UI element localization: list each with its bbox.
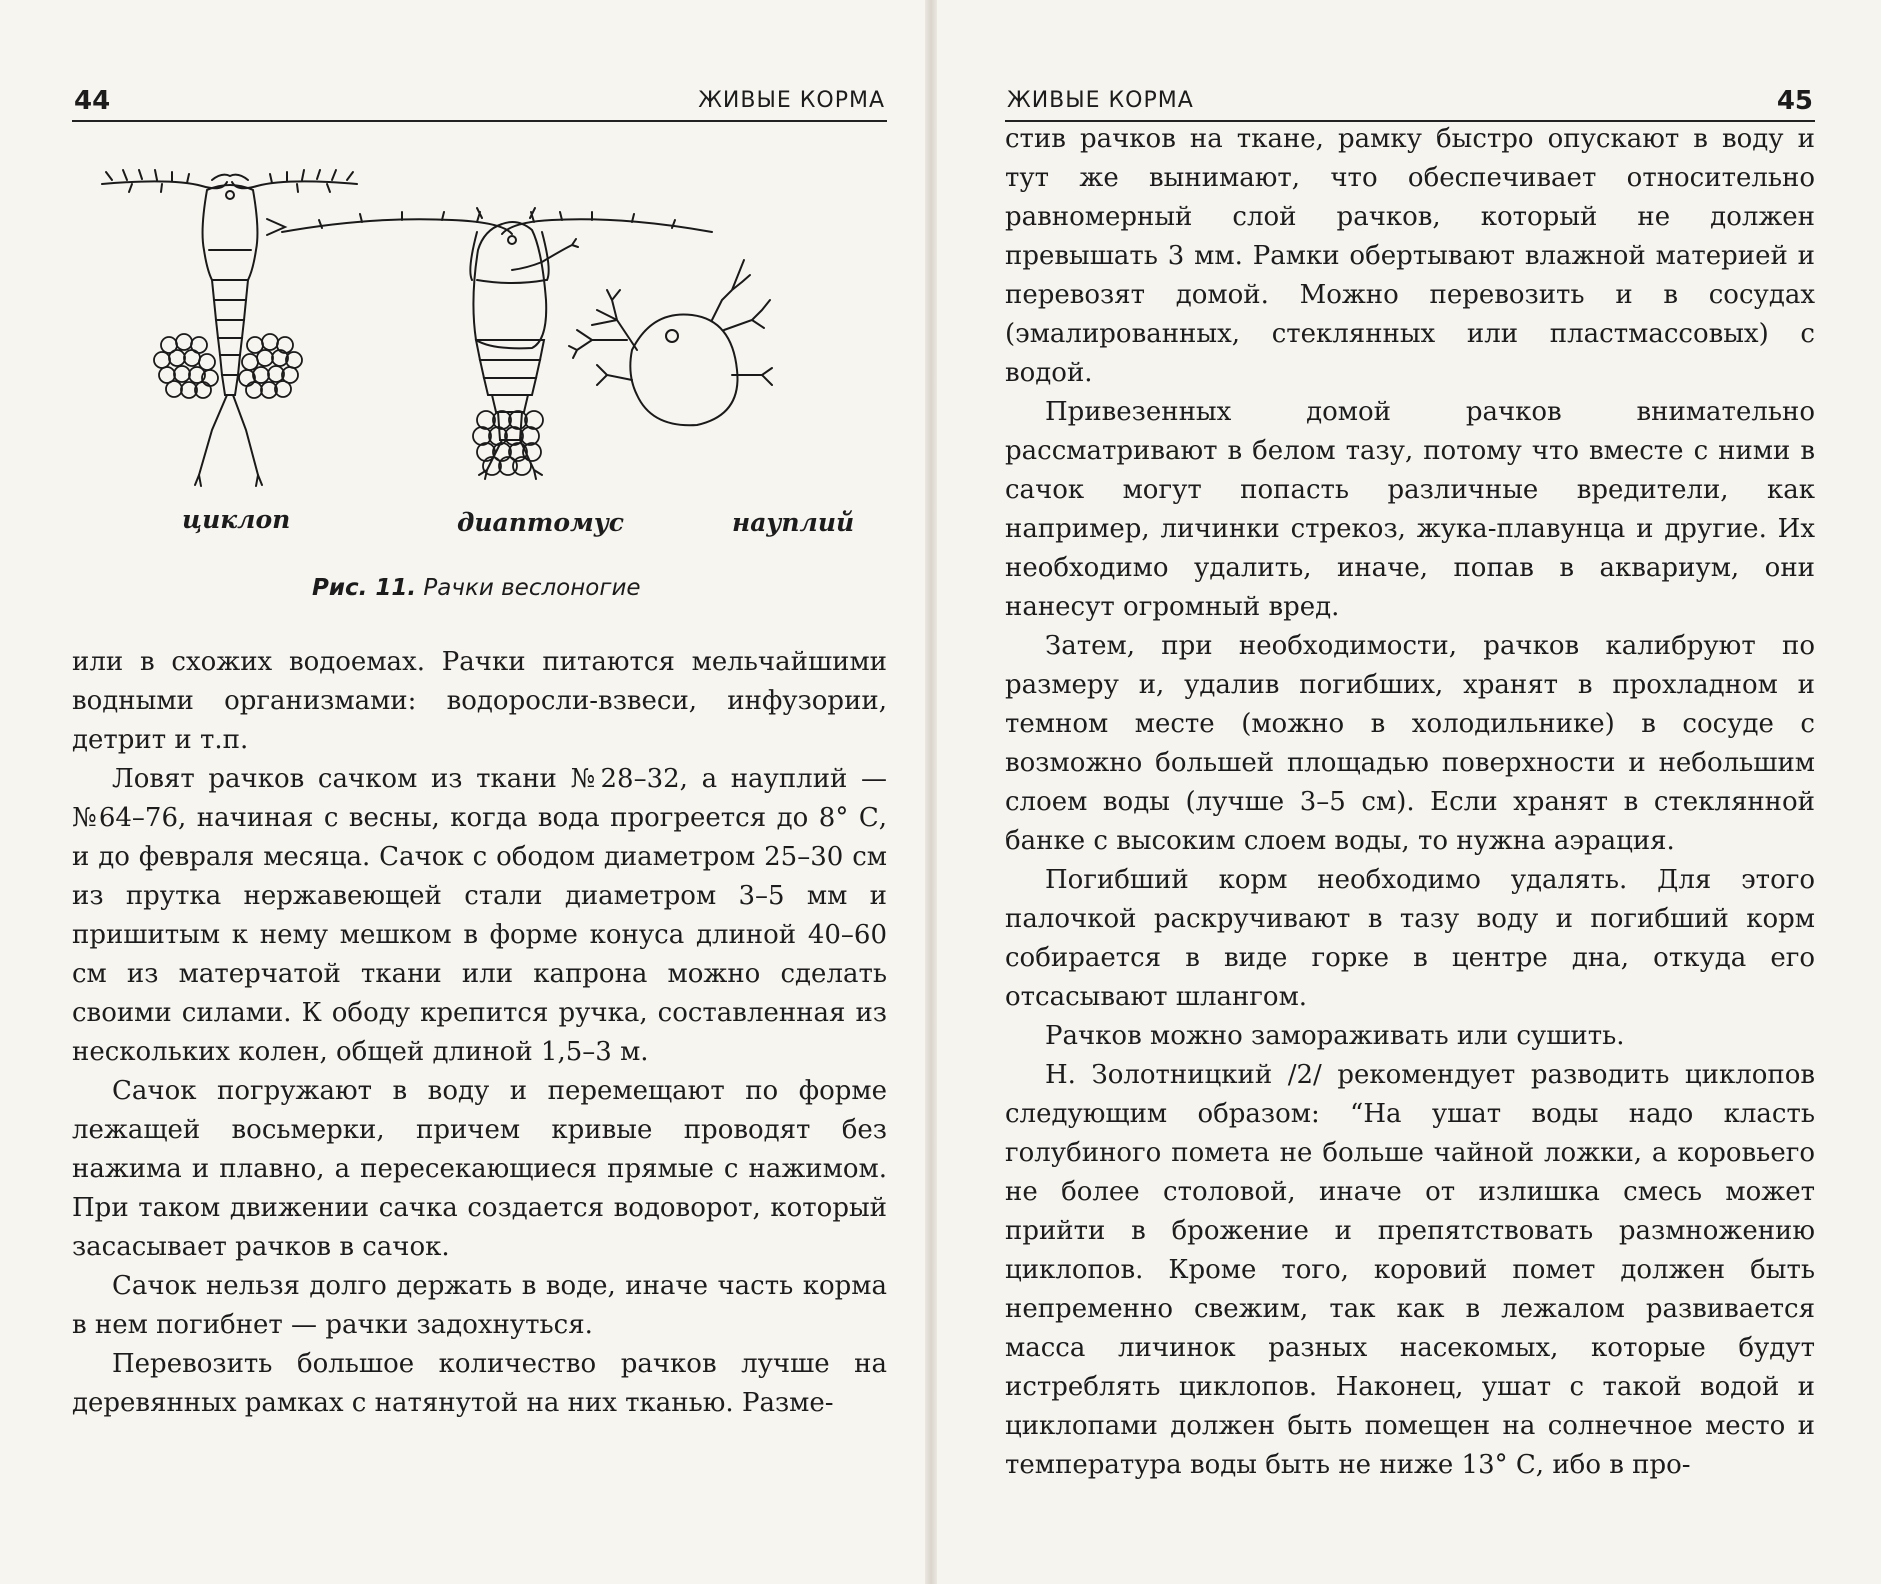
cyclops-drawing (102, 170, 357, 486)
right-page-number: 45 (1776, 86, 1813, 116)
right-paragraph-4: Погибший корм необходимо удалять. Для этого палочкой раскручивают в тазу воду и погибший корм собирается в виде горке в центре дна, откуда его отсасывают шлангом. (1005, 865, 1815, 1012)
label-cyclops: циклоп (182, 505, 291, 534)
right-paragraph-2: Привезенных домой рачков внимательно рассматривают в белом тазу, потому что вместе с ними в сачок могут попасть различные вредители, как например, личинки стрекоз, жука-плавунца и другие. Их необходимо удалить, иначе, попав в аквариум, они нанесут огромный вред. (1005, 397, 1815, 622)
book-spine (925, 0, 937, 1584)
right-running-title: ЖИВЫЕ КОРМА (1007, 88, 1194, 113)
label-nauplius: науплий (732, 508, 855, 537)
left-page-number: 44 (74, 86, 111, 116)
left-paragraph-2: Ловят рачков сачком из ткани №28–32, а науплий — №64–76, начиная с весны, когда вода прогреется до 8° С, и до февраля месяца. Сачок с ободом диаметром 25–30 см из прутка нержавеющей стали диаметром 3–5 мм и пришитым к нему мешком в форме конуса длиной 40–60 см из матерчатой ткани или капрона можно сделать своими силами. К ободу крепится ручка, составленная из нескольких колен, общей длиной 1,5–3 м. (72, 764, 887, 1067)
left-page-header (72, 82, 887, 122)
right-paragraph-5: Рачков можно замораживать или сушить. (1045, 1021, 1625, 1051)
left-paragraph-3: Сачок погружают в воду и перемещают по форме лежащей восьмерки, причем кривые проводят без нажима и плавно, а пересекающиеся прямые с нажимом. При таком движении сачка создается водоворот, который засасывает рачков в сачок. (72, 1076, 887, 1262)
right-paragraph-3: Затем, при необходимости, рачков калибруют по размеру и, удалив погибших, хранят в прохладном и темном месте (можно в холодильнике) в сосуде с возможно большей площадью поверхности и небольшим слоем воды (лучше 3–5 см). Если хранят в стеклянной банке с высоким слоем воды, то нужна аэрация. (1005, 631, 1815, 856)
figure-copepods (72, 150, 887, 620)
left-paragraph-1: или в схожих водоемах. Рачки питаются мельчайшими водными организмами: водоросли-взвеси, инфузории, детрит и т.п. (72, 647, 887, 755)
left-paragraph-4: Сачок нельзя долго держать в воде, иначе часть корма в нем погибнет — рачки задохнуться. (72, 1271, 887, 1340)
figure-caption-text: Рачки веслоногие (423, 575, 641, 601)
diaptomus-drawing (267, 208, 712, 479)
nauplius-drawing (569, 260, 772, 425)
figure-caption-label: Рис. 11. (312, 575, 417, 601)
left-running-title: ЖИВЫЕ КОРМА (698, 88, 885, 113)
label-diaptomus: диаптомус (457, 508, 625, 537)
right-paragraph-1: стив рачков на ткане, рамку быстро опускают в воду и тут же вынимают, что обеспечивает относительно равномерный слой рачков, который не должен превышать 3 мм. Рамки обертывают влажной материей и перевозят домой. Можно перевозить и в сосудах (эмалированных, стеклянных или пластмассовых) с водой. (1005, 124, 1815, 388)
figure-caption (312, 575, 641, 601)
left-paragraph-5: Перевозить большое количество рачков лучше на деревянных рамках с натянутой на них тканью. Разме- (72, 1349, 887, 1418)
right-page-body (1005, 120, 1815, 1485)
right-page-header (1005, 82, 1815, 122)
right-paragraph-6: Н. Золотницкий /2/ рекомендует разводить циклопов следующим образом: “На ушат воды надо класть голубиного помета не больше чайной ложки, а коровьего не более столовой, иначе от излишка смесь может прийти в брожение и препятствовать размножению циклопов. Кроме того, коровий помет должен быть непременно свежим, так как в лежалом развивается масса личинок разных насекомых, которые будут истреблять циклопов. Наконец, ушат с такой водой и циклопами должен быть помещен на солнечное место и температура воды быть не ниже 13° С, ибо в про- (1005, 1060, 1815, 1480)
left-page-body (72, 643, 887, 1423)
